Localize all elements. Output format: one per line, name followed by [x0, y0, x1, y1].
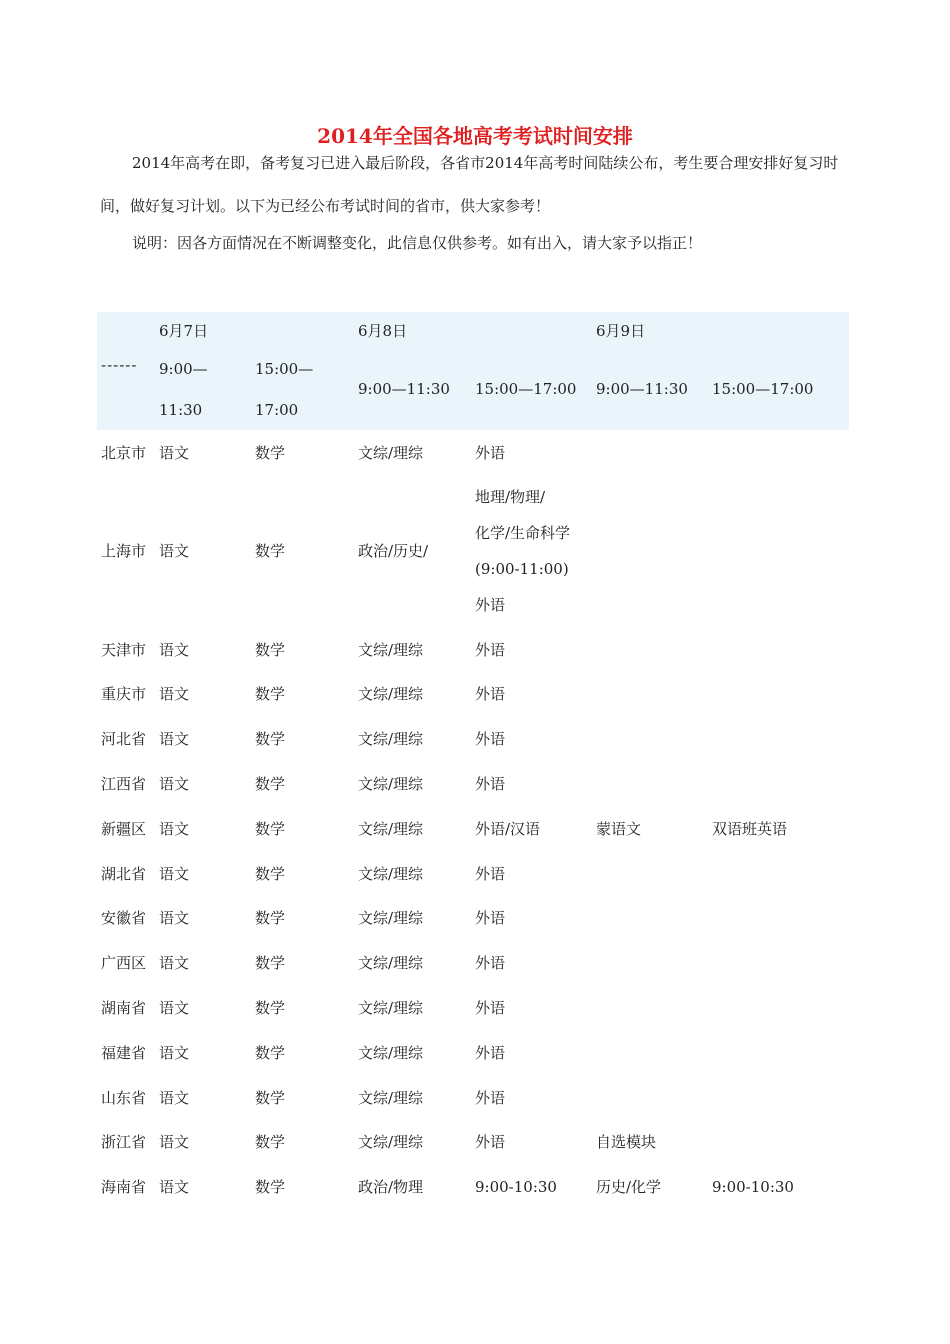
- region-cell: 山东省: [101, 1088, 147, 1107]
- subject-cell: [708, 1075, 849, 1120]
- subject-cell: 蒙语文: [596, 819, 642, 838]
- subject-cell: 文综/理综: [358, 775, 424, 794]
- subject-cell: 语文: [159, 542, 190, 561]
- subject-cell: 外语: [475, 954, 506, 973]
- table-row: [97, 851, 849, 896]
- subject-cell: 文综/理综: [358, 909, 424, 928]
- subject-cell: [708, 430, 849, 475]
- subject-cell: 语文: [159, 954, 190, 973]
- subject-cell: 文综/理综: [358, 640, 424, 659]
- subject-cell: 文综/理综: [358, 999, 424, 1018]
- subject-cell: 数学: [255, 1133, 286, 1152]
- header-date-row: [97, 312, 849, 348]
- subject-cell: 政治/历史/: [358, 542, 429, 561]
- region-cell: 湖南省: [101, 999, 147, 1018]
- subject-cell: 外语: [475, 909, 506, 928]
- header-time-row: [97, 348, 849, 390]
- subject-cell: 9:00-10:30: [712, 1177, 794, 1196]
- table-row: [97, 716, 849, 761]
- subject-cell: 历史/化学: [596, 1178, 662, 1197]
- time-header: 9:00—11:30: [354, 348, 471, 430]
- table-row-shanghai: [97, 475, 849, 627]
- intro-paragraph: 2014年高考在即，备考复习已进入最后阶段，各省市2014年高考时间陆续公布，考生要合理安排好复习时间，做好复习计划。以下为已经公布考试时间的省市，供大家参考！: [100, 154, 839, 215]
- subject-cell: [708, 940, 849, 985]
- region-cell: 浙江省: [101, 1133, 147, 1152]
- subject-cell: 语文: [159, 1133, 190, 1152]
- subject-line: 地理/物理/: [475, 487, 546, 506]
- subject-cell: [592, 1075, 708, 1120]
- exam-schedule-table: [97, 312, 849, 1209]
- table-row: [97, 672, 849, 717]
- subject-cell: [708, 627, 849, 672]
- subject-cell: 文综/理综: [358, 819, 424, 838]
- time-header: 15:00—17:00: [708, 348, 849, 430]
- subject-cell: 数学: [255, 443, 286, 462]
- subject-cell: 自选模块: [596, 1133, 657, 1152]
- subject-cell: [592, 1030, 708, 1075]
- subject-cell: 外语: [475, 1043, 506, 1062]
- table-row: [97, 1120, 849, 1165]
- subject-cell: 语文: [159, 443, 190, 462]
- date-header: 6月9日: [592, 312, 708, 348]
- note-paragraph: 说明：因各方面情况在不断调整变化，此信息仅供参考。如有出入，请大家予以指正！: [132, 234, 703, 252]
- subject-cell: 外语: [475, 1088, 506, 1107]
- subject-cell: 数学: [255, 730, 286, 749]
- subject-cell: 数学: [255, 954, 286, 973]
- subject-cell: 政治/物理: [358, 1178, 424, 1197]
- region-cell: 江西省: [101, 775, 147, 794]
- region-cell: 河北省: [101, 730, 147, 749]
- subject-cell: 语文: [159, 730, 190, 749]
- subject-cell: [592, 985, 708, 1030]
- subject-cell-multiline: [471, 475, 592, 627]
- subject-cell: 语文: [159, 1043, 190, 1062]
- table-row: [97, 1075, 849, 1120]
- subject-cell: 语文: [159, 685, 190, 704]
- subject-cell: [592, 851, 708, 896]
- table-row: [97, 806, 849, 851]
- subject-cell: 外语: [475, 999, 506, 1018]
- table-row: [97, 761, 849, 806]
- region-cell: 湖北省: [101, 864, 147, 883]
- time-header: 9:00—11:30: [592, 348, 708, 430]
- subject-cell: 数学: [255, 542, 286, 561]
- subject-cell: 数学: [255, 909, 286, 928]
- subject-cell: 文综/理综: [358, 954, 424, 973]
- subject-cell: 数学: [255, 999, 286, 1018]
- date-header: 6月7日: [155, 312, 251, 348]
- subject-line: 外语: [475, 595, 506, 614]
- subject-cell: 双语班英语: [712, 819, 788, 838]
- subject-cell: 数学: [255, 685, 286, 704]
- corner-cell: ------: [97, 348, 155, 430]
- subject-cell: 数学: [255, 1178, 286, 1197]
- subject-cell: 数学: [255, 775, 286, 794]
- subject-cell: [708, 716, 849, 761]
- subject-cell: [708, 985, 849, 1030]
- table-row: [97, 1030, 849, 1075]
- subject-cell: 文综/理综: [358, 685, 424, 704]
- subject-cell: [592, 627, 708, 672]
- time-header: 17:00: [251, 390, 354, 430]
- time-header: 9:00—: [155, 348, 251, 390]
- subject-cell: 文综/理综: [358, 1088, 424, 1107]
- subject-cell: 语文: [159, 1178, 190, 1197]
- document-title: 2014年全国各地高考考试时间安排: [317, 124, 633, 148]
- region-cell: 天津市: [101, 640, 147, 659]
- subject-cell: 语文: [159, 1088, 190, 1107]
- time-header: 15:00—: [251, 348, 354, 390]
- subject-cell: 语文: [159, 909, 190, 928]
- region-cell: 重庆市: [101, 685, 147, 704]
- subject-cell: [708, 672, 849, 717]
- region-cell: 海南省: [101, 1178, 147, 1197]
- subject-cell: 文综/理综: [358, 864, 424, 883]
- subject-cell: 文综/理综: [358, 443, 424, 462]
- subject-cell: 外语: [475, 1133, 506, 1152]
- subject-cell: 语文: [159, 999, 190, 1018]
- subject-cell: 外语: [475, 864, 506, 883]
- table-row: [97, 430, 849, 475]
- subject-cell: 外语: [475, 443, 506, 462]
- subject-cell: 外语/汉语: [475, 819, 541, 838]
- subject-cell: [708, 896, 849, 941]
- subject-cell: 数学: [255, 819, 286, 838]
- region-cell: 北京市: [101, 443, 147, 462]
- subject-cell: 语文: [159, 640, 190, 659]
- table-body: [97, 627, 849, 1209]
- subject-cell: 外语: [475, 640, 506, 659]
- subject-cell: [592, 940, 708, 985]
- table-row: [97, 1164, 849, 1209]
- table-row: [97, 627, 849, 672]
- region-cell: 广西区: [101, 954, 147, 973]
- subject-cell: 数学: [255, 640, 286, 659]
- subject-cell: 外语: [475, 775, 506, 794]
- subject-cell: 数学: [255, 864, 286, 883]
- subject-line: 化学/生命科学: [475, 523, 571, 542]
- subject-cell: [708, 761, 849, 806]
- subject-cell: 外语: [475, 730, 506, 749]
- region-cell: 上海市: [101, 542, 147, 561]
- subject-cell: 文综/理综: [358, 1133, 424, 1152]
- subject-cell: 文综/理综: [358, 1043, 424, 1062]
- subject-cell: [708, 1030, 849, 1075]
- subject-cell: 语文: [159, 864, 190, 883]
- subject-cell: 文综/理综: [358, 730, 424, 749]
- subject-cell: 数学: [255, 1088, 286, 1107]
- subject-cell: 外语: [475, 685, 506, 704]
- subject-cell: [592, 716, 708, 761]
- subject-cell: 语文: [159, 819, 190, 838]
- subject-cell: [708, 1120, 849, 1165]
- time-header: 11:30: [155, 390, 251, 430]
- region-cell: 安徽省: [101, 909, 147, 928]
- table-row: [97, 985, 849, 1030]
- table-row: [97, 940, 849, 985]
- subject-cell: 语文: [159, 775, 190, 794]
- table-row: [97, 896, 849, 941]
- subject-cell: [592, 896, 708, 941]
- region-cell: 新疆区: [101, 819, 147, 838]
- subject-cell: [592, 430, 708, 475]
- subject-line: (9:00-11:00): [475, 559, 569, 578]
- region-cell: 福建省: [101, 1043, 147, 1062]
- time-header: 15:00—17:00: [471, 348, 592, 430]
- date-header: 6月8日: [354, 312, 471, 348]
- subject-cell: [708, 851, 849, 896]
- subject-cell: [592, 672, 708, 717]
- subject-cell: [592, 761, 708, 806]
- subject-cell: 9:00-10:30: [475, 1177, 557, 1196]
- subject-cell: 数学: [255, 1043, 286, 1062]
